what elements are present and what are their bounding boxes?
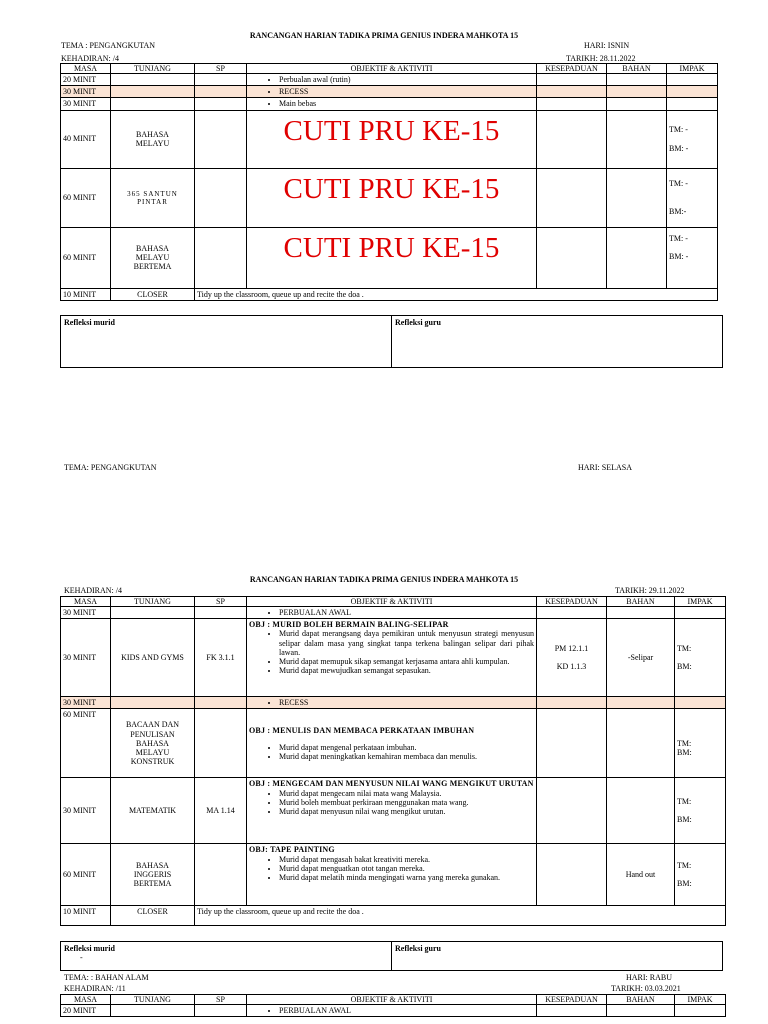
impak-cell: TM: - BM: - xyxy=(667,110,718,168)
list-item: • Murid dapat menyusun nilai wang mengikut urutan. xyxy=(279,807,534,816)
header-masa: MASA xyxy=(61,64,111,74)
impak-cell: TM: BM: xyxy=(675,619,726,697)
masa-cell: 30 MINIT xyxy=(61,86,111,98)
header-bahan: BAHAN xyxy=(607,597,675,607)
activity-cell xyxy=(247,619,537,697)
header-bahan: BAHAN xyxy=(607,995,675,1005)
activity-cell: Tidy up the classroom, queue up and recite the doa . xyxy=(195,906,726,926)
page3-hari: HARI: RABU xyxy=(626,973,673,982)
table-row xyxy=(61,619,726,697)
masa-cell: 30 MINIT xyxy=(61,607,111,619)
masa-cell: 20 MINIT xyxy=(61,1005,111,1017)
table-row xyxy=(61,607,726,619)
activity-cell: • Main bebas xyxy=(247,98,537,110)
refleksi-murid-cell xyxy=(61,942,392,971)
header-kesepaduan: KESEPADUAN xyxy=(537,597,607,607)
tunjang-cell: MATEMATIK xyxy=(111,778,195,844)
masa-cell: 20 MINIT xyxy=(61,74,111,86)
header-objektif: OBJEKTIF & AKTIVITI xyxy=(247,64,537,74)
page2-refleksi-table xyxy=(60,941,723,971)
table-header-row xyxy=(61,597,726,607)
masa-cell: 60 MINIT xyxy=(61,709,111,778)
list-item: • Murid dapat mengenal perkataan imbuhan. xyxy=(279,743,534,752)
masa-cell: 30 MINIT xyxy=(61,98,111,110)
mid-hari: HARI: SELASA xyxy=(578,463,633,472)
activity-cell: • PERBUALAN AWAL xyxy=(247,1005,537,1017)
header-tunjang: TUNJANG xyxy=(111,64,195,74)
impak-cell: TM: - BM:- xyxy=(667,168,718,227)
page3-kehadiran: KEHADIRAN: /11 xyxy=(64,984,126,993)
tunjang-cell: BAHASA MELAYU BERTEMA xyxy=(111,227,195,288)
activity-cell xyxy=(247,709,537,778)
header-kesepaduan: KESEPADUAN xyxy=(537,995,607,1005)
table-row xyxy=(61,227,718,288)
refleksi-guru-label: Refleksi guru xyxy=(392,316,723,368)
tunjang-cell: KIDS AND GYMS xyxy=(111,619,195,697)
activity-cell: Tidy up the classroom, queue up and recite the doa . xyxy=(195,288,718,300)
table-header-row xyxy=(61,64,718,74)
page1-refleksi-table xyxy=(60,315,723,368)
header-objektif: OBJEKTIF & AKTIVITI xyxy=(247,995,537,1005)
impak-cell: TM: - BM: - xyxy=(667,227,718,288)
header-sp: SP xyxy=(195,64,247,74)
impak-cell: TM: BM: xyxy=(675,844,726,906)
recess-row xyxy=(61,697,726,709)
list-item: • Murid dapat memupuk sikap semangat kerjasama antara ahli kumpulan. xyxy=(279,657,534,666)
refleksi-guru-label: Refleksi guru xyxy=(392,942,723,971)
list-item: • Murid dapat merangsang daya pemikiran untuk menyusun strategi menyusun selipar dalam masa yang singkat tanpa terkena balingan selipar dari pihak lawan. xyxy=(279,629,534,657)
table-row xyxy=(61,709,726,778)
masa-cell: 60 MINIT xyxy=(61,227,111,288)
objective-heading: OBJ : MURID BOLEH BERMAIN BALING-SELIPAR xyxy=(249,620,449,630)
table-row xyxy=(61,110,718,168)
header-masa: MASA xyxy=(61,995,111,1005)
list-item: • Murid dapat menguatkan otot tangan mereka. xyxy=(279,864,534,873)
objective-heading: OBJ : MENULIS DAN MEMBACA PERKATAAN IMBUHAN xyxy=(249,725,475,735)
list-item: • Murid dapat mewujudkan semangat sepasukan. xyxy=(279,666,534,675)
list-item: • Murid dapat mengasah bakat kreativiti mereka. xyxy=(279,855,534,864)
cuti-pru-label: CUTI PRU KE-15 xyxy=(247,168,537,227)
closer-row xyxy=(61,906,726,926)
tunjang-cell: 365 SANTUN PINTAR xyxy=(111,168,195,227)
recess-row xyxy=(61,86,718,98)
activity-cell: • PERBUALAN AWAL xyxy=(247,607,537,619)
table-row xyxy=(61,98,718,110)
masa-cell: 30 MINIT xyxy=(61,619,111,697)
activity-cell xyxy=(247,778,537,844)
page1-tema: TEMA : PENGANGKUTAN xyxy=(61,41,156,50)
page3-tema: TEMA: : BAHAN ALAM xyxy=(64,973,149,982)
masa-cell: 60 MINIT xyxy=(61,844,111,906)
table-row xyxy=(61,778,726,844)
activity-cell: • RECESS xyxy=(247,697,537,709)
tunjang-cell: BACAAN DAN PENULISAN BAHASA MELAYU KONSTRUK xyxy=(111,709,195,778)
page2-tarikh: TARIKH: 29.11.2022 xyxy=(615,586,685,595)
page3-tarikh: TARIKH: 03.03.2021 xyxy=(611,984,681,993)
table-row xyxy=(61,74,718,86)
masa-cell: 30 MINIT xyxy=(61,778,111,844)
tunjang-cell: BAHASA MELAYU xyxy=(111,110,195,168)
table-row xyxy=(61,168,718,227)
bahan-cell: -Selipar xyxy=(607,619,675,697)
page1-hari: HARI: ISNIN xyxy=(584,41,630,50)
activity-cell xyxy=(247,844,537,906)
page2-plan-table xyxy=(60,596,726,926)
tunjang-cell: CLOSER xyxy=(111,288,195,300)
impak-cell: TM: BM: xyxy=(675,778,726,844)
cuti-pru-label: CUTI PRU KE-15 xyxy=(247,227,537,288)
tunjang-cell: BAHASA INGGERIS BERTEMA xyxy=(111,844,195,906)
table-row xyxy=(61,1005,726,1017)
masa-cell: 10 MINIT xyxy=(61,288,111,300)
header-sp: SP xyxy=(195,597,247,607)
objective-heading: OBJ: TAPE PAINTING xyxy=(249,845,335,855)
list-item: • Murid boleh membuat perkiraan menggunakan mata wang. xyxy=(279,798,534,807)
list-item: • Murid dapat melatih minda mengingati warna yang mereka gunakan. xyxy=(279,873,534,882)
kesepaduan-cell: PM 12.1.1 KD 1.1.3 xyxy=(537,619,607,697)
masa-cell: 30 MINIT xyxy=(61,697,111,709)
mid-tema: TEMA: PENGANGKUTAN xyxy=(64,463,157,472)
header-bahan: BAHAN xyxy=(607,64,667,74)
sp-cell: MA 1.14 xyxy=(195,778,247,844)
page3-plan-table xyxy=(60,994,726,1017)
refleksi-murid-label: Refleksi murid xyxy=(64,944,115,953)
activity-cell: • RECESS xyxy=(247,86,537,98)
sp-cell: FK 3.1.1 xyxy=(195,619,247,697)
bahan-cell: Hand out xyxy=(607,844,675,906)
header-tunjang: TUNJANG xyxy=(111,597,195,607)
masa-cell: 60 MINIT xyxy=(61,168,111,227)
header-sp: SP xyxy=(195,995,247,1005)
header-impak: IMPAK xyxy=(675,597,726,607)
objective-heading: OBJ : MENGECAM DAN MENYUSUN NILAI WANG MENGIKUT URUTAN xyxy=(249,779,534,789)
page1-plan-table xyxy=(60,63,718,301)
cuti-pru-label: CUTI PRU KE-15 xyxy=(247,110,537,168)
masa-cell: 10 MINIT xyxy=(61,906,111,926)
page1-tarikh: TARIKH: 28.11.2022 xyxy=(566,54,636,63)
impak-cell: TM: BM: xyxy=(675,709,726,778)
header-impak: IMPAK xyxy=(667,64,718,74)
header-impak: IMPAK xyxy=(675,995,726,1005)
activity-cell: • Perbualan awal (rutin) xyxy=(247,74,537,86)
header-kesepaduan: KESEPADUAN xyxy=(537,64,607,74)
closer-row xyxy=(61,288,718,300)
page2-title: RANCANGAN HARIAN TADIKA PRIMA GENIUS INDERA MAHKOTA 15 xyxy=(249,575,519,584)
header-objektif: OBJEKTIF & AKTIVITI xyxy=(247,597,537,607)
table-header-row xyxy=(61,995,726,1005)
refleksi-murid-note: - xyxy=(80,953,83,962)
masa-cell: 40 MINIT xyxy=(61,110,111,168)
table-row xyxy=(61,844,726,906)
page1-title: RANCANGAN HARIAN TADIKA PRIMA GENIUS INDERA MAHKOTA 15 xyxy=(249,31,519,40)
tunjang-cell: CLOSER xyxy=(111,906,195,926)
page2-kehadiran: KEHADIRAN: /4 xyxy=(64,586,122,595)
header-masa: MASA xyxy=(61,597,111,607)
list-item: • Murid dapat mengecam nilai mata wang Malaysia. xyxy=(279,789,534,798)
refleksi-murid-label: Refleksi murid xyxy=(61,316,392,368)
page1-kehadiran: KEHADIRAN: /4 xyxy=(61,54,119,63)
header-tunjang: TUNJANG xyxy=(111,995,195,1005)
list-item: • Murid dapat meningkatkan kemahiran membaca dan menulis. xyxy=(279,752,534,761)
